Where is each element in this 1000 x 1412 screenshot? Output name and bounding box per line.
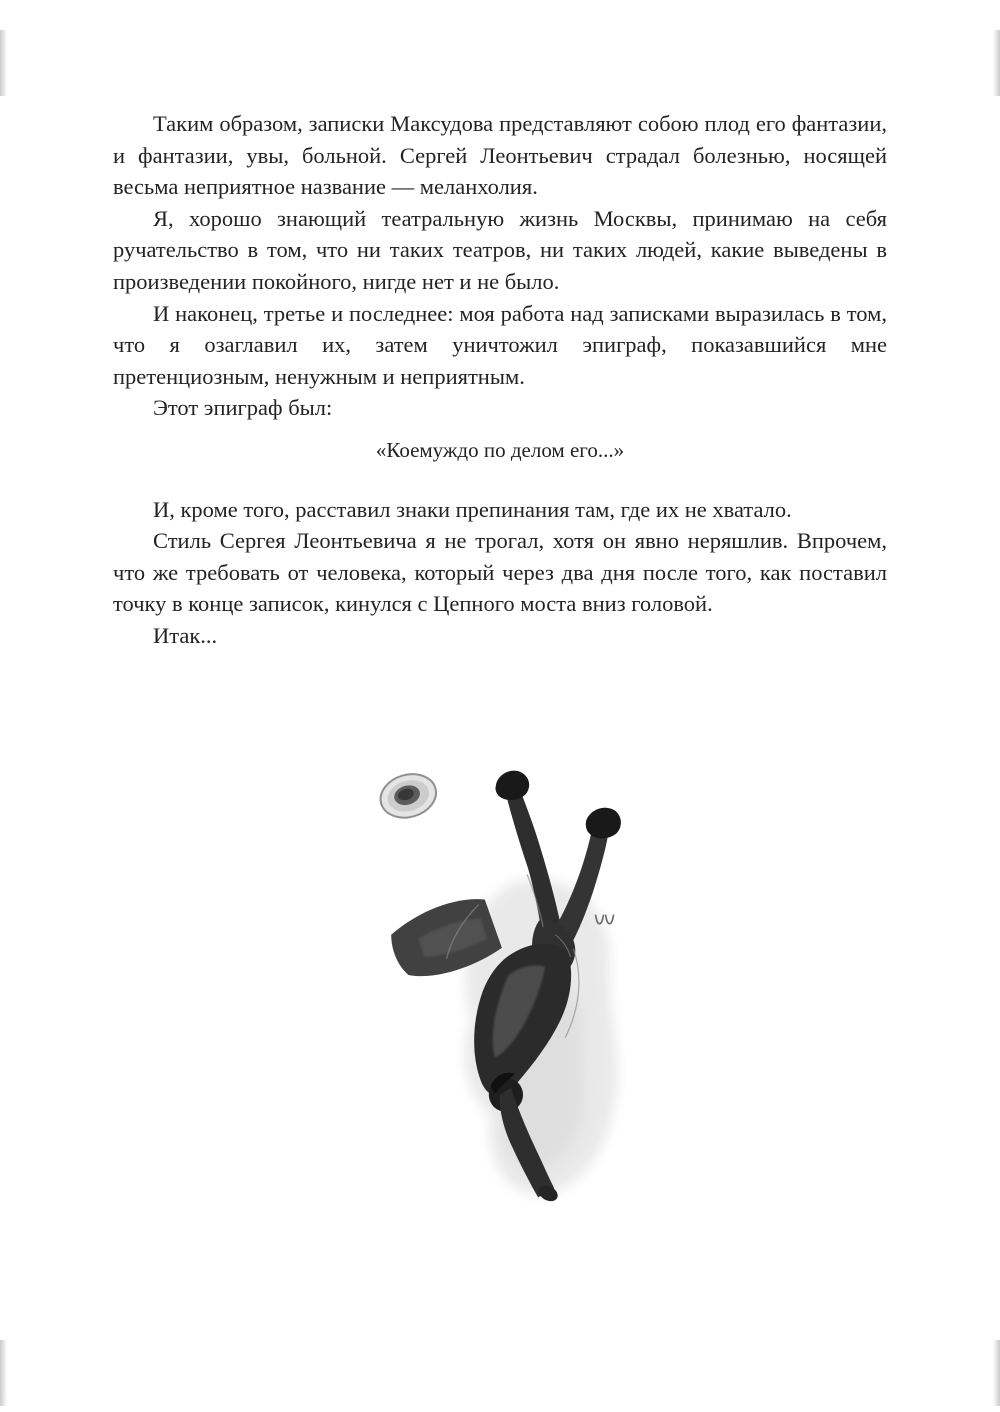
paragraph-2: Я, хорошо знающий театральную жизнь Москвы, принимаю на себя ручательство в том, что ни таких театров, ни таких людей, какие выведены в произведении покойного, нигде нет и не было. [113,205,887,294]
scan-edge-bottom-right [993,1340,1000,1406]
epigraph: «Коемуждо по делом его...» [375,437,625,462]
paragraph-4: Этот эпиграф был: [153,395,333,421]
paragraph-6: Стиль Сергея Леонтьевича я не трогал, хотя он явно неряшлив. Впрочем, что же требовать от человека, который через два дня после того, как поставил точку в конце записок, кинулся с Цепного моста вниз головой. [113,528,887,617]
scan-edge-top-left [0,30,7,96]
falling-man-illustration [358,733,680,1217]
scan-edge-top-right [993,30,1000,96]
paragraph-3: И наконец, третье и последнее: моя работа над записками выразилась в том, что я озаглавил их, затем уничтожил эпиграф, показавшийся мне претенциозным, ненужным и неприятным. [113,300,887,389]
text-block [113,108,887,652]
paragraph-5: И, кроме того, расставил знаки препинания там, где их не хватало. [153,496,792,522]
scan-edge-bottom-left [0,1340,7,1406]
falling-man-svg [358,733,680,1217]
hat-shape [375,768,441,824]
paragraph-7: Итак... [153,622,218,648]
paragraph-1: Таким образом, записки Максудова представляют собою плод его фантазии, и фантазии, увы, больной. Сергей Леонтьевич страдал болезнью, носящей весьма неприятное название — меланхолия. [113,111,887,200]
